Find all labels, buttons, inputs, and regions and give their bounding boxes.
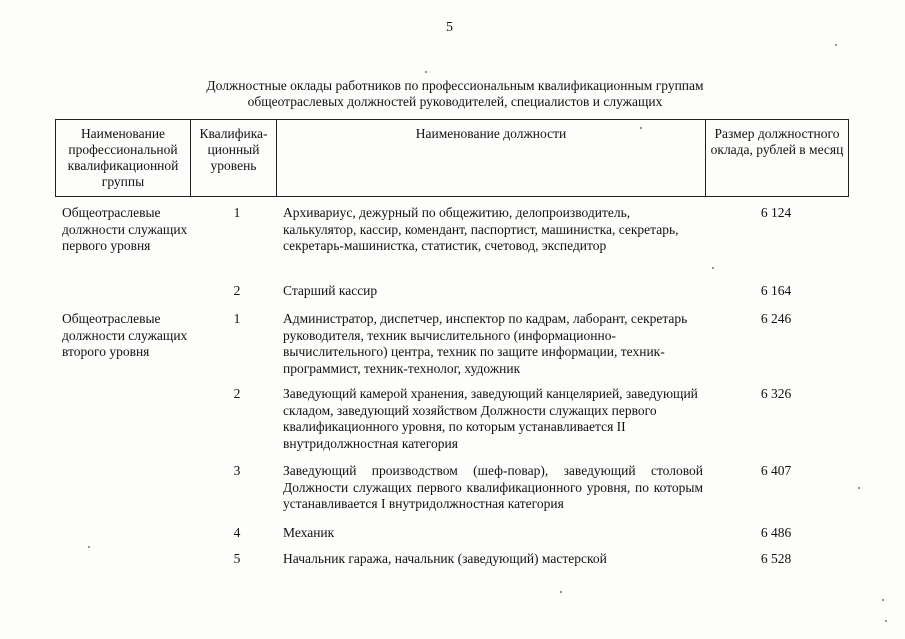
level-cell: 1 bbox=[233, 311, 241, 326]
level-cell: 2 bbox=[233, 386, 241, 401]
scan-speck bbox=[712, 267, 714, 269]
salary-cell: 6 528 bbox=[760, 551, 792, 566]
header-position: Наименование должности bbox=[277, 120, 706, 196]
salary-cell: 6 486 bbox=[760, 525, 792, 540]
salary-cell: 6 326 bbox=[760, 386, 792, 401]
level-cell: 1 bbox=[233, 205, 241, 220]
scan-speck bbox=[88, 546, 90, 548]
salary-cell: 6 407 bbox=[760, 463, 792, 478]
header-group: Наименование профессиональной квалификационной группы bbox=[56, 120, 191, 196]
position-cell: Заведующий камерой хранения, заведующий канцелярией, заведующий складом, заведующий хозяйством Должности служащих первого квалификационного уровня, по которым устанавливается II внутридолжностная категория bbox=[283, 386, 698, 452]
salary-cell: 6 246 bbox=[760, 311, 792, 326]
group-name-1: Общеотраслевые должности служащих первого уровня bbox=[62, 205, 188, 254]
group-name-2: Общеотраслевые должности служащих второго уровня bbox=[62, 311, 188, 360]
scan-speck bbox=[640, 127, 642, 129]
position-cell: Начальник гаража, начальник (заведующий) мастерской bbox=[283, 551, 607, 566]
level-cell: 5 bbox=[233, 551, 241, 566]
title-line-2: общеотраслевых должностей руководителей, специалистов и служащих bbox=[247, 94, 663, 109]
position-cell: Архивариус, дежурный по общежитию, делопроизводитель, калькулятор, кассир, комендант, паспортист, машинистка, секретарь, секретарь-машинистка, статистик, счетовод, экспедитор bbox=[283, 205, 679, 254]
scan-speck bbox=[885, 620, 887, 622]
header-level: Квалифика-ционный уровень bbox=[191, 120, 277, 196]
scan-speck bbox=[560, 591, 562, 593]
scan-speck bbox=[858, 487, 860, 489]
position-cell: Механик bbox=[283, 525, 335, 540]
table-header bbox=[55, 119, 849, 197]
position-cell: Старший кассир bbox=[283, 283, 378, 298]
header-salary: Размер должностного оклада, рублей в месяц bbox=[710, 126, 844, 157]
title-line-1: Должностные оклады работников по профессиональным квалификационным группам bbox=[206, 78, 704, 93]
salary-cell: 6 164 bbox=[760, 283, 792, 298]
page-title bbox=[150, 78, 760, 110]
position-cell: Заведующий производством (шеф-повар), заведующий столовой Должности служащих первого квалификационного уровня, по которым устанавливается I внутридолжностная категория bbox=[283, 463, 703, 512]
page-number: 5 bbox=[446, 20, 453, 35]
level-cell: 4 bbox=[233, 525, 241, 540]
scan-speck bbox=[835, 44, 837, 46]
salary-cell: 6 124 bbox=[760, 205, 792, 220]
level-cell: 2 bbox=[233, 283, 241, 298]
scan-speck bbox=[425, 71, 427, 73]
level-cell: 3 bbox=[233, 463, 241, 478]
position-cell: Администратор, диспетчер, инспектор по кадрам, лаборант, секретарь руководителя, техник вычислительного (информационно-вычислительного) центра, техник по защите информации, техник-программист, техник-технолог, художник bbox=[283, 311, 688, 377]
scan-speck bbox=[882, 599, 884, 601]
